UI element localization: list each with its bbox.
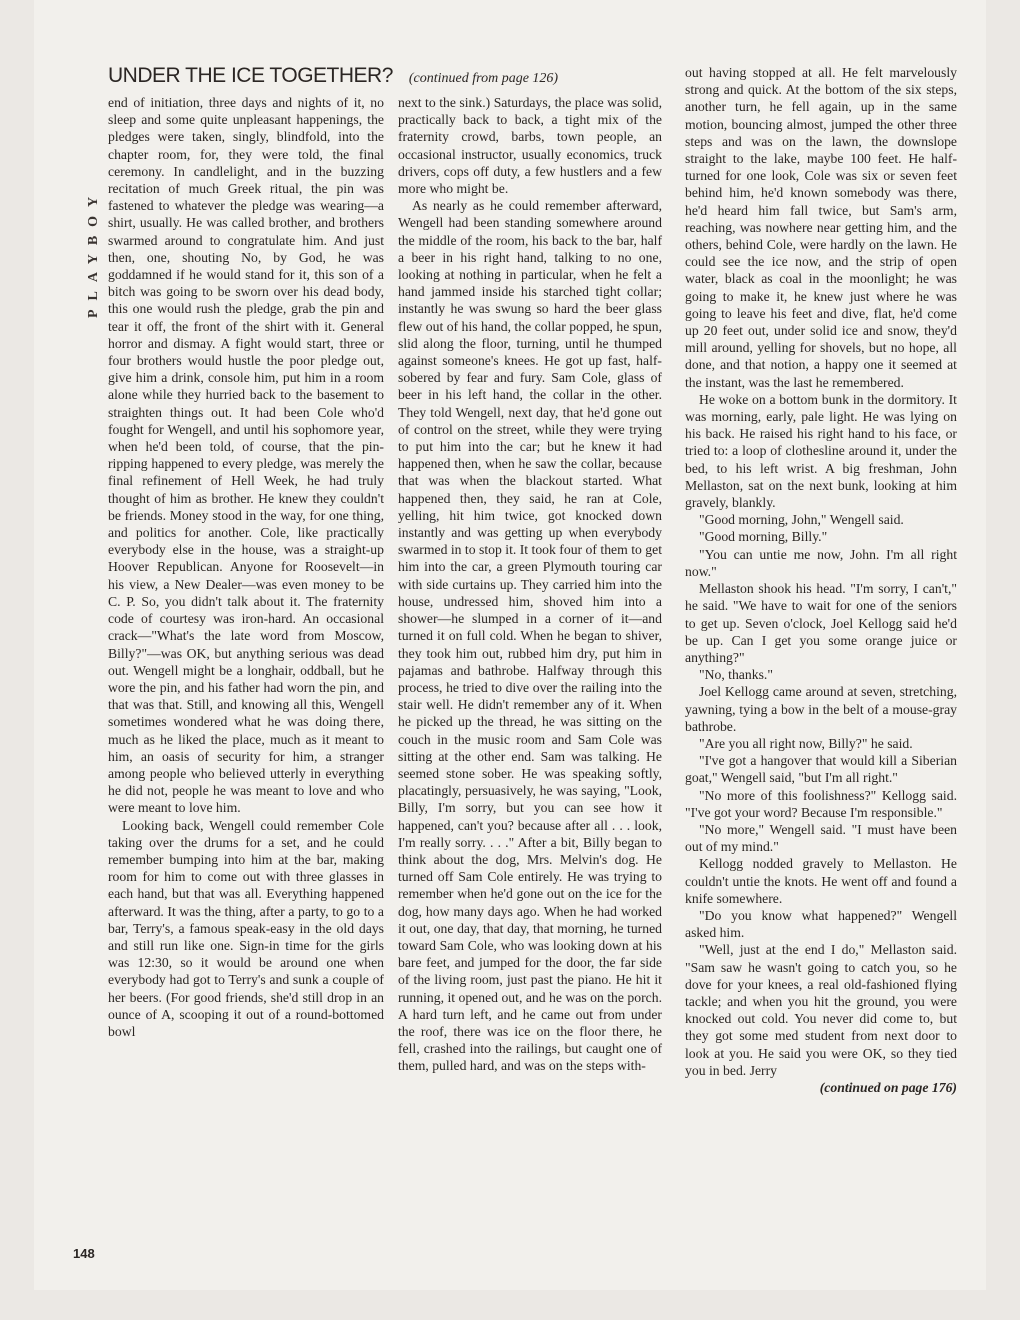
paragraph: "Good morning, John," Wengell said. (699, 512, 904, 528)
magazine-running-head: PLAYBOY (86, 187, 101, 318)
paragraph: Kellogg nodded gravely to Mellaston. He couldn't untie the knots. He went off and found a knife somewhere. (685, 856, 957, 906)
paragraph: "Do you know what happened?" Wengell asked him. (685, 907, 957, 941)
text-column-2 (398, 94, 662, 1075)
paragraph: "No more of this foolishness?" Kellogg said. "I've got your word? Because I'm responsible." (685, 787, 957, 820)
paragraph: next to the sink.) Saturdays, the place was solid, practically back to back, a tight mix of the fraternity crowd, barbs, town people, an occasional instructor, usually economics, truck drivers, cops off duty, a few hustlers and a few more who might be. (398, 95, 662, 197)
paragraph: "You can untie me now, John. I'm all right now." (685, 546, 957, 579)
paragraph: Joel Kellogg came around at seven, stretching, yawning, tying a bow in the belt of a mouse-gray bathrobe. (685, 684, 957, 734)
article-title: UNDER THE ICE TOGETHER? (108, 64, 393, 87)
continued-on-note: (continued on page 176) (819, 1079, 957, 1095)
paragraph: As nearly as he could remember afterward, Wengell had been standing somewhere around the middle of the room, his back to the bar, half a beer in his right hand, talking to no one, looking at nothing in particular, when he felt a hand jammed inside his starched tight collar; instantly he was swung so hard the beer glass flew out of his hand, the collar popped, he spun, slid along the floor, turning, until he thumped against someone's knees. He got up fast, half-sobered by fear and fury. Sam Cole, glass of beer in his left hand, the collar in the other. They told Wengell, next day, that he'd gone out of control on the street, while they were trying to put him into the car; but he knew it had happened then, when he saw the collar, because that was when the blackout started. What happened then, they said, he ran at Cole, yelling, hit him twice, got knocked down instantly and was getting up when everybody swarmed in to stop it. It took four of them to get him into the car, a green Plymouth touring car with side curtains up. They carried him into the house, undressed him, shoved him into a shower—he slumped in a corner of it—and turned it on full cold. When he began to shiver, they took him out, rubbed him dry, put him in pajamas and bathrobe. Halfway through this process, he tried to dive over the railing into the stair well. He didn't remember any of it. When he picked up the thread, he was sitting on the couch in the music room and Sam Cole was sitting at the other end. Sam was talking. He seemed stone sober. He was speaking softly, placatingly, persuasively, he was saying, "Look, Billy, I'm sorry, but you can see how it happened, can't you? because after all . . . look, I'm really sorry. . . ." After a bit, Billy began to think about the dog, Mrs. Melvin's dog. He turned off Sam Cole entirely. He was trying to remember when he'd gone out on the ice for the dog, how many days ago. When he had worked it out, one day, that day, that morning, he turned toward Sam Cole, who was looking down at his bare feet, and jumped for the door, the far side of the living room, just past the piano. He hit it running, it opened out, and he was on the porch. A hard turn left, and he came out from under the roof, there was ice on the floor there, he fell, crashed into the railings, but caught one of them, pulled hard, and was on the steps with- (398, 198, 662, 1074)
paragraph: Looking back, Wengell could remember Cole taking over the drums for a set, and he could remember bumping into him at the bar, making room for him to come out with three glasses in each hand, but that was all. Everything happened afterward. It was the thing, after a party, to go to a bar, Terry's, a famous speak-easy in the old days and still run like one. Sign-in time for the girls was 12:30, so it would be around one when everybody had got to Terry's and sunk a couple of her beers. (For good friends, she'd still drop in an ounce of A, scooping it out of a round-bottomed bowl (108, 817, 384, 1039)
paragraph: "No, thanks." (699, 667, 773, 683)
paragraph: "Good morning, Billy." (699, 529, 828, 545)
continued-from-note: (continued from page 126) (408, 71, 559, 86)
paragraph: "No more," Wengell said. "I must have been out of my mind." (685, 821, 957, 855)
paragraph: end of initiation, three days and nights of it, no sleep and some quite unpleasant happenings, the pledges were taken, singly, blindfold, into the chapter room, for, they were told, the final ceremony. In candlelight, and in the buzzing recitation of much Greek ritual, the pin was fastened to whatever the pledge was wearing—a shirt, usually. He was called brother, and brothers swarmed around to congratulate him. And just then, one, shouting No, by God, he was goddamned if he would stand for it, this son of a bitch was going to be sworn over his dead body, this one would rush the pledge, grab the pin and tear it off, the front of the shirt with it. General horror and dismay. A fight would start, three or four brothers would hustle the poor pledge out, give him a drink, console him, put him in a room alone while they hurried back to the basement to straighten things out. It had been Cole who'd fought for Wengell, and until his sophomore year, when he'd been told, of course, that the pin-ripping happened to every pledge, was merely the final refinement of Hell Week, he had truly thought of him as brother. He knew they couldn't be friends. Money stood in the way, for one thing, and politics for another. Cole, like practically everybody else in the house, was a straight-up Hoover Republican. Anyone for Roosevelt—in his view, a New Dealer—was even money to be C. P. So, you didn't talk about it. The fraternity code of courtesy was iron-hard. An occasional crack—"What's the late word from Moscow, Billy?"—was OK, but anything serious was dead out. Wengell might be a longhair, oddball, but he wore the pin, and his father had worn the pin, and that was that. Still, and knowing all this, Wengell sometimes wondered what he was doing there, much as he liked the place, much as it meant to him, an oasis of security for him, a stranger among people who believed utterly in everything he did not, people he was meant to love and who were meant to love him. (108, 95, 384, 816)
paragraph: Mellaston shook his head. "I'm sorry, I can't," he said. "We have to wait for one of the seniors to get up. Seven o'clock, Joel Kellogg said he'd be up. Can I get you some orange juice or anything?" (685, 581, 957, 665)
text-column-1 (108, 94, 384, 1040)
paragraph: "I've got a hangover that would kill a Siberian goat," Wengell said, "but I'm all right." (685, 753, 957, 786)
paragraph: out having stopped at all. He felt marvelously strong and quick. At the bottom of the six steps, another turn, he fell again, up in the same motion, bouncing almost, jumped the other three steps and was on the lawn, the downslope straight to the lake, maybe 100 feet. He half-turned for one look, Cole was six or seven feet behind him, he'd known somebody was there, he'd heard him fall twice, but Sam's arm, reaching, was nowhere near getting him, and the others, behind Cole, were hardly on the lawn. He could see the ice now, and the strip of open water, black as coal in the moonlight; he was going to make it, he knew just where he was going to leave his feet and dive, flat, he'd come up 20 feet out, under solid ice and snow, they'd mill around, yelling for shovels, but no hope, all done, and that notion, a happy one it seemed at the instant, was the last he remembered. (685, 65, 957, 390)
paragraph: He woke on a bottom bunk in the dormitory. It was morning, early, pale light. He was lying on his back. He raised his right hand to his face, or tried to: a loop of clothesline around it, under the bed, to his left wrist. A big freshman, John Mellaston, sat on the next bunk, looking at him gravely, blankly. (685, 391, 957, 511)
page-number: 148 (73, 1246, 95, 1261)
paragraph: "Well, just at the end I do," Mellaston said. "Sam saw he wasn't going to catch you, so he dove for your knees, a real old-fashioned flying tackle; and when you hit the ground, you were knocked out cold. You never did come to, but they got some med student from next door to look at you. He said you were OK, so they tied you in bed. Jerry (685, 942, 957, 1078)
text-column-3 (685, 64, 957, 1096)
paragraph: "Are you all right now, Billy?" he said. (699, 735, 913, 751)
magazine-page (34, 0, 986, 1290)
article-header (108, 64, 558, 88)
